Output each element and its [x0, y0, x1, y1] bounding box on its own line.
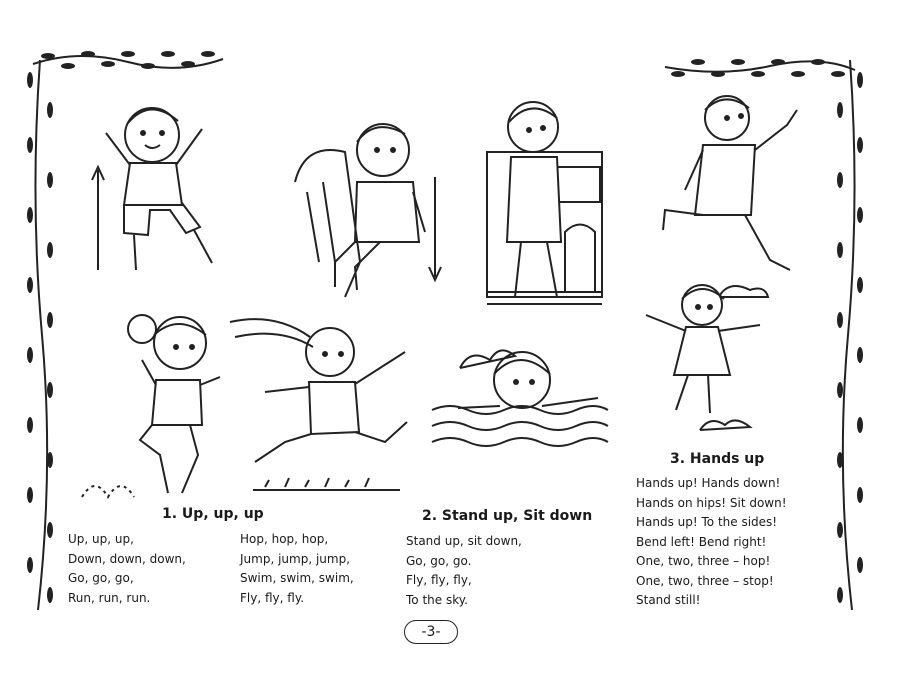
boy-sitting-on-chair-illustration	[285, 112, 445, 302]
verse-line: Hands up! To the sides!	[636, 515, 778, 529]
vine-border-left	[20, 60, 60, 610]
verse-line: Fly, fly, fly,	[406, 573, 472, 587]
section-2-heading: 2. Stand up, Sit down	[422, 508, 593, 524]
verse-line: Go, go, go.	[406, 553, 472, 568]
verse-line: Hop, hop, hop,	[240, 532, 329, 546]
section-1-heading: 1. Up, up, up	[162, 506, 264, 522]
boy-running-illustration	[655, 90, 815, 280]
verse-line: Bend left! Bend right!	[636, 534, 767, 549]
verse-line: Go, go, go,	[68, 571, 134, 585]
verse-line: Fly, fly, fly.	[240, 590, 305, 605]
verse-line: Swim, swim, swim,	[240, 571, 354, 585]
child-arms-up-illustration	[90, 95, 240, 290]
girl-hopping-illustration	[80, 305, 240, 500]
boy-walking-in-town-illustration	[485, 92, 605, 312]
section-3-verse	[636, 474, 787, 611]
girl-jumping-illustration	[225, 312, 415, 497]
verse-line: Hands up! Hands down!	[636, 476, 781, 490]
girl-swimming-illustration	[430, 338, 610, 448]
verse-line: Hands on hips! Sit down!	[636, 495, 787, 510]
verse-line: Stand still!	[636, 593, 701, 607]
verse-line: Up, up, up,	[68, 532, 134, 546]
section-2-verse	[406, 532, 522, 610]
section-1-verse-a	[68, 530, 186, 608]
verse-line: Jump, jump, jump,	[240, 551, 351, 566]
verse-line: Stand up, sit down,	[406, 534, 522, 548]
verse-line: To the sky.	[406, 592, 468, 607]
verse-line: Run, run, run.	[68, 590, 151, 605]
vine-border-right	[830, 60, 870, 610]
verse-line: Down, down, down,	[68, 551, 186, 566]
section-3-heading: 3. Hands up	[670, 451, 765, 467]
girl-flying-illustration	[640, 275, 770, 435]
section-1-verse-b	[240, 530, 354, 608]
page-number: -3-	[404, 620, 458, 644]
verse-line: One, two, three – stop!	[636, 573, 774, 588]
verse-line: One, two, three – hop!	[636, 554, 771, 568]
